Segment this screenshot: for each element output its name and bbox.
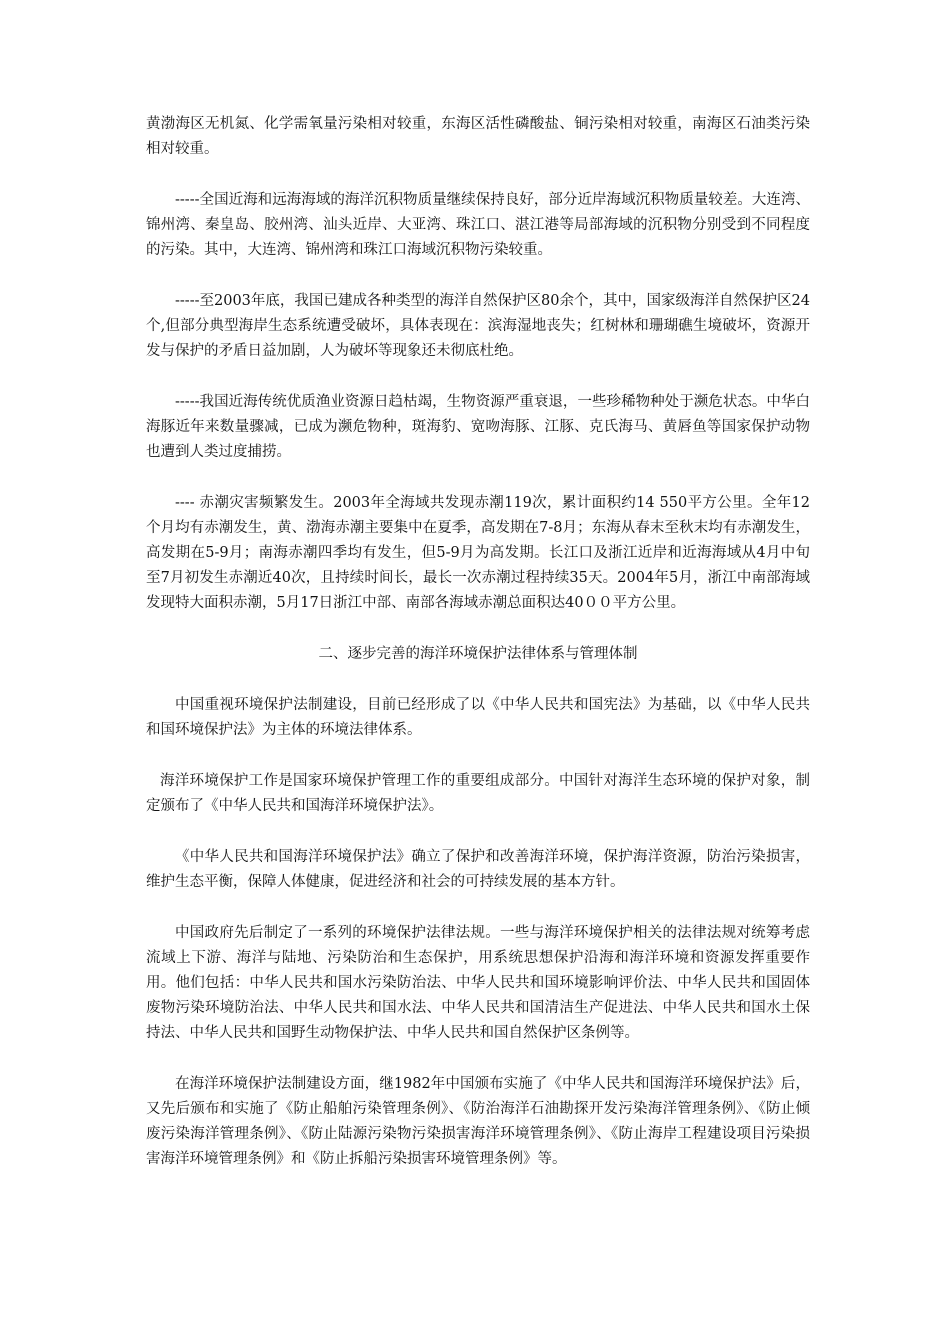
paragraph-fishery-resources: -----我国近海传统优质渔业资源日趋枯竭，生物资源严重衰退，一些珍稀物种处于濒危状态。中华白海豚近年来数量骤减，已成为濒危物种，斑海豹、宽吻海豚、江豚、克氏海马、黄唇鱼等国家保护动物也遭到人类过度捕捞。 bbox=[146, 394, 810, 460]
paragraph-pollution-summary: 黄渤海区无机氮、化学需氧量污染相对较重，东海区活性磷酸盐、铜污染相对较重，南海区石油类污染相对较重。 bbox=[146, 116, 810, 157]
section-heading: 二、逐步完善的海洋环境保护法律体系与管理体制 bbox=[318, 646, 638, 662]
paragraph-legal-system: 中国重视环境保护法制建设，目前已经形成了以《中华人民共和国宪法》为基础，以《中华人民共和国环境保护法》为主体的环境法律体系。 bbox=[146, 697, 810, 738]
document-page bbox=[146, 112, 810, 1198]
paragraph-marine-regulations: 在海洋环境保护法制建设方面，继1982年中国颁布实施了《中华人民共和国海洋环境保护法》后，又先后颁布和实施了《防止船舶污染管理条例》、《防治海洋石油勘探开发污染海洋管理条例》、《防止倾废污染海洋管理条例》、《防止陆源污染物污染损害海洋环境管理条例》、《防止海岸工程建设项目污染损害海洋环境管理条例》和《防止拆船污染损害环境管理条例》等。 bbox=[146, 1076, 810, 1167]
paragraph-red-tide: ---- 赤潮灾害频繁发生。2003年全海域共发现赤潮119次，累计面积约14 550平方公里。全年12个月均有赤潮发生，黄、渤海赤潮主要集中在夏季，高发期在7-8月；东海从春末至秋末均有赤潮发生，高发期在5-9月；南海赤潮四季均有发生，但5-9月为高发期。长江口及浙江近岸和近海海域从4月中旬至7月初发生赤潮近40次，且持续时间长，最长一次赤潮过程持续35天。2004年5月，浙江中南部海域发现特大面积赤潮，5月17日浙江中部、南部各海域赤潮总面积达40００平方公里。 bbox=[146, 495, 810, 611]
paragraph-sediment-quality: -----全国近海和远海海域的海洋沉积物质量继续保持良好，部分近岸海域沉积物质量较差。大连湾、锦州湾、秦皇岛、胶州湾、汕头近岸、大亚湾、珠江口、湛江港等局部海域的沉积物分别受到不同程度的污染。其中，大连湾、锦州湾和珠江口海域沉积物污染较重。 bbox=[146, 192, 810, 258]
paragraph-marine-protection-work: 海洋环境保护工作是国家环境保护管理工作的重要组成部分。中国针对海洋生态环境的保护对象，制定颁布了《中华人民共和国海洋环境保护法》。 bbox=[146, 773, 810, 814]
paragraph-marine-law-principles: 《中华人民共和国海洋环境保护法》确立了保护和改善海洋环境，保护海洋资源，防治污染损害，维护生态平衡，保障人体健康，促进经济和社会的可持续发展的基本方针。 bbox=[146, 849, 810, 890]
paragraph-laws-list: 中国政府先后制定了一系列的环境保护法律法规。一些与海洋环境保护相关的法律法规对统筹考虑流域上下游、海洋与陆地、污染防治和生态保护，用系统思想保护沿海和海洋环境和资源发挥重要作用。他们包括：中华人民共和国水污染防治法、中华人民共和国环境影响评价法、中华人民共和国固体废物污染环境防治法、中华人民共和国水法、中华人民共和国清洁生产促进法、中华人民共和国水土保持法、中华人民共和国野生动物保护法、中华人民共和国自然保护区条例等。 bbox=[146, 925, 810, 1041]
paragraph-nature-reserves: -----至2003年底，我国已建成各种类型的海洋自然保护区80余个，其中，国家级海洋自然保护区24个,但部分典型海岸生态系统遭受破坏，具体表现在：滨海湿地丧失；红树林和珊瑚礁生境破坏，资源开发与保护的矛盾日益加剧，人为破坏等现象还未彻底杜绝。 bbox=[146, 293, 810, 359]
